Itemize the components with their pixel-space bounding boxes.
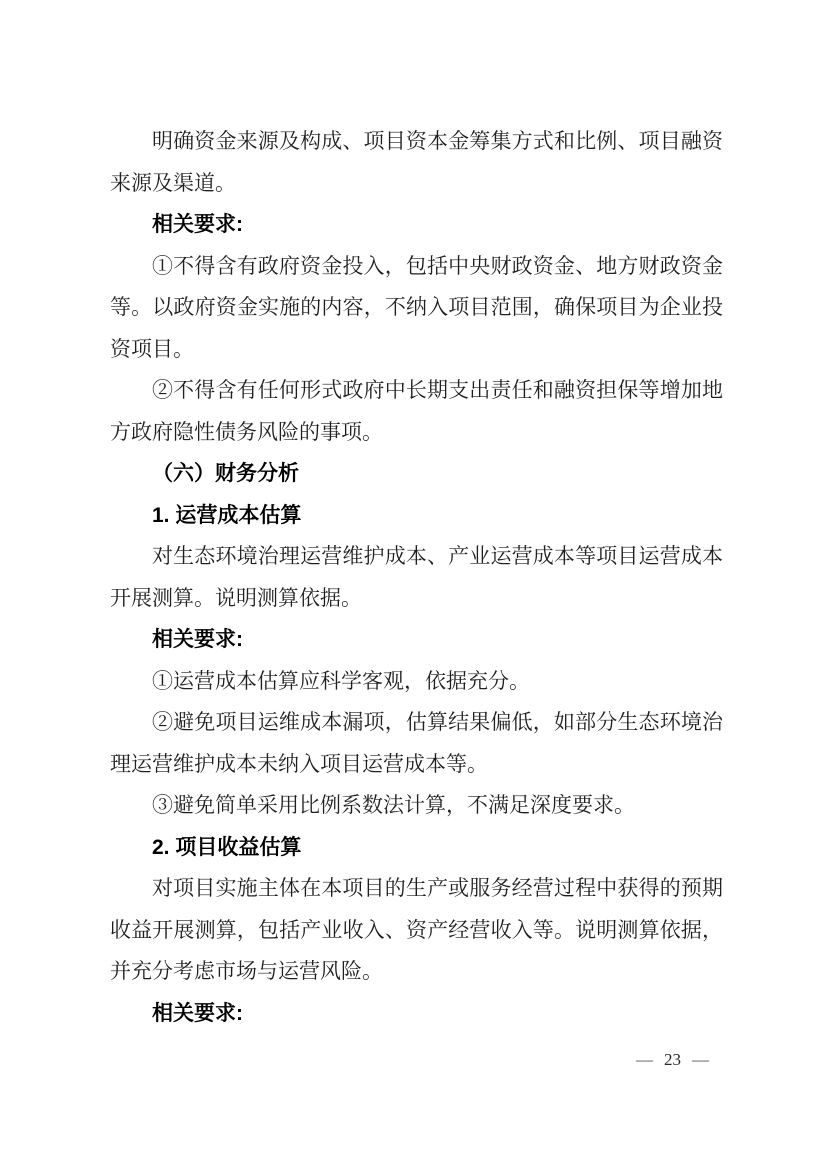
- body-paragraph: ①运营成本估算应科学客观，依据充分。: [152, 668, 530, 693]
- page-footer: [636, 1047, 709, 1071]
- body-paragraph: 明确资金来源及构成、项目资本金筹集方式和比例、项目融资来源及渠道。: [110, 129, 723, 195]
- section-heading: 2. 项目收益估算: [152, 835, 302, 859]
- body-paragraph: 对生态环境治理运营维护成本、产业运营成本等项目运营成本开展测算。说明测算依据。: [110, 544, 723, 610]
- footer-right-dash: —: [692, 1049, 709, 1069]
- section-heading: 1. 运营成本估算: [152, 503, 302, 527]
- document-content: [110, 121, 723, 1034]
- section-heading: 相关要求:: [152, 213, 243, 236]
- section-heading: 相关要求:: [152, 628, 243, 651]
- section-heading: （六）财务分析: [152, 462, 299, 485]
- body-paragraph: ②不得含有任何形式政府中长期支出责任和融资担保等增加地方政府隐性债务风险的事项。: [110, 378, 723, 444]
- body-paragraph: ①不得含有政府资金投入，包括中央财政资金、地方财政资金等。以政府资金实施的内容，不纳入项目范围，确保项目为企业投资项目。: [110, 253, 723, 361]
- body-paragraph: ②避免项目运维成本漏项，估算结果偏低，如部分生态环境治理运营维护成本未纳入项目运营成本等。: [110, 710, 723, 776]
- footer-left-dash: —: [636, 1049, 653, 1069]
- section-heading: 相关要求:: [152, 1001, 243, 1025]
- page-number: 23: [664, 1049, 681, 1069]
- body-paragraph: ③避免简单采用比例系数法计算，不满足深度要求。: [152, 793, 635, 817]
- body-paragraph: 对项目实施主体在本项目的生产或服务经营过程中获得的预期收益开展测算，包括产业收入、资产经营收入等。说明测算依据，并充分考虑市场与运营风险。: [110, 876, 723, 983]
